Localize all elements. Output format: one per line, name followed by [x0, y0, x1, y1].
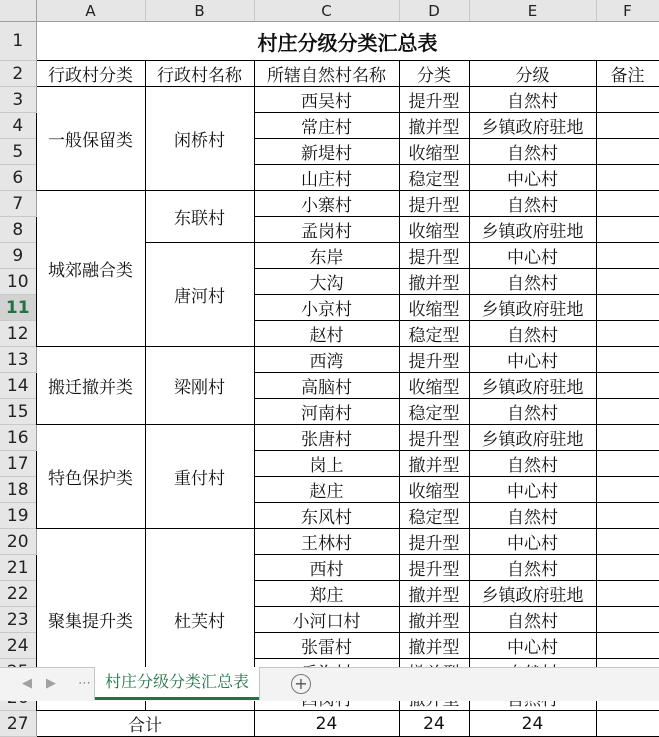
cell-level[interactable]: 自然村: [469, 269, 596, 295]
cell-note[interactable]: [596, 113, 659, 139]
row-header[interactable]: 16: [0, 425, 36, 451]
row-header[interactable]: 18: [0, 477, 36, 503]
cell-note[interactable]: [596, 243, 659, 269]
cell-level[interactable]: 中心村: [469, 243, 596, 269]
sheet-tab-active[interactable]: 村庄分级分类汇总表: [95, 667, 259, 700]
table-row: [0, 191, 659, 217]
cell-note[interactable]: [596, 191, 659, 217]
cell-village-name[interactable]: 张雷村: [254, 633, 399, 659]
cell-category[interactable]: 一般保留类: [36, 87, 145, 191]
table-row: [0, 529, 659, 555]
cell-note[interactable]: [596, 347, 659, 373]
cell-level[interactable]: 乡镇政府驻地: [469, 373, 596, 399]
cell-village-name[interactable]: 小京村: [254, 295, 399, 321]
cell-type[interactable]: 提升型: [399, 243, 469, 269]
cell-village-name[interactable]: 孟岗村: [254, 217, 399, 243]
row-header[interactable]: 27: [0, 711, 36, 737]
cell-village-name[interactable]: 小寨村: [254, 191, 399, 217]
row-header[interactable]: 14: [0, 373, 36, 399]
cell-note[interactable]: [596, 217, 659, 243]
row-header[interactable]: 24: [0, 633, 36, 659]
select-all-corner[interactable]: [0, 0, 36, 22]
column-title[interactable]: 所辖自然村名称: [254, 61, 399, 87]
row-header[interactable]: 15: [0, 399, 36, 425]
cell-level[interactable]: 自然村: [469, 191, 596, 217]
column-header-e[interactable]: E: [469, 0, 596, 22]
cell-level[interactable]: 自然村: [469, 87, 596, 113]
row-header[interactable]: 23: [0, 607, 36, 633]
row-header[interactable]: 3: [0, 87, 36, 113]
cell-village-name[interactable]: 赵庄: [254, 477, 399, 503]
cell-level[interactable]: 自然村: [469, 555, 596, 581]
row-header[interactable]: 9: [0, 243, 36, 269]
table-row: [0, 87, 659, 113]
sheet-tab-bar: [0, 667, 659, 701]
cell-level[interactable]: 乡镇政府驻地: [469, 217, 596, 243]
cell-type[interactable]: 撤并型: [399, 113, 469, 139]
cell-type[interactable]: 提升型: [399, 191, 469, 217]
cell-note[interactable]: [596, 269, 659, 295]
cell-village-name[interactable]: 小河口村: [254, 607, 399, 633]
cell-level[interactable]: 乡镇政府驻地: [469, 295, 596, 321]
cell-village-name[interactable]: 大沟: [254, 269, 399, 295]
row-header[interactable]: 1: [0, 22, 36, 61]
cell-note[interactable]: [596, 373, 659, 399]
cell-total-level-count[interactable]: 24: [469, 711, 596, 737]
table-title[interactable]: 村庄分级分类汇总表: [36, 22, 659, 61]
column-header-b[interactable]: B: [145, 0, 254, 22]
cell-type[interactable]: 稳定型: [399, 321, 469, 347]
cell-category[interactable]: 特色保护类: [36, 425, 145, 529]
cell-note[interactable]: [596, 529, 659, 555]
cell-village-name[interactable]: 西湾: [254, 347, 399, 373]
cell-level[interactable]: 自然村: [469, 321, 596, 347]
cell-note[interactable]: [596, 321, 659, 347]
cell-note[interactable]: [596, 581, 659, 607]
row-header[interactable]: 8: [0, 217, 36, 243]
cell-type[interactable]: 撤并型: [399, 607, 469, 633]
more-sheets-icon[interactable]: ⋯: [78, 676, 91, 691]
cell-level[interactable]: 中心村: [469, 477, 596, 503]
cell-village-name[interactable]: 张唐村: [254, 425, 399, 451]
cell-note[interactable]: [596, 633, 659, 659]
cell-note[interactable]: [596, 477, 659, 503]
cell-note[interactable]: [596, 503, 659, 529]
cell-admin-village[interactable]: 闲桥村: [145, 87, 254, 191]
table-row: [0, 347, 659, 373]
cell-village-name[interactable]: 郑庄: [254, 581, 399, 607]
cell-village-name[interactable]: 高脑村: [254, 373, 399, 399]
cell-type[interactable]: 稳定型: [399, 165, 469, 191]
cell-type[interactable]: 撤并型: [399, 451, 469, 477]
row-header[interactable]: 12: [0, 321, 36, 347]
cell-village-name[interactable]: 岗上: [254, 451, 399, 477]
cell-village-name[interactable]: 东岸: [254, 243, 399, 269]
next-sheet-icon[interactable]: ▶: [46, 676, 56, 691]
table-row: [0, 425, 659, 451]
row-header[interactable]: 11: [0, 295, 36, 321]
column-title[interactable]: 分类: [399, 61, 469, 87]
cell-admin-village[interactable]: 重付村: [145, 425, 254, 529]
cell-note[interactable]: [596, 607, 659, 633]
cell-type[interactable]: 撤并型: [399, 269, 469, 295]
prev-sheet-icon[interactable]: ◀: [22, 676, 32, 691]
cell-category[interactable]: 城郊融合类: [36, 191, 145, 347]
column-header-f[interactable]: F: [596, 0, 659, 22]
cell-note[interactable]: [596, 87, 659, 113]
cell-level[interactable]: 乡镇政府驻地: [469, 425, 596, 451]
cell-note[interactable]: [596, 165, 659, 191]
cell-level[interactable]: 自然村: [469, 503, 596, 529]
row-header[interactable]: 7: [0, 191, 36, 217]
row-header[interactable]: 22: [0, 581, 36, 607]
cell-type[interactable]: 收缩型: [399, 373, 469, 399]
row-header[interactable]: 2: [0, 61, 36, 87]
cell-total-village-count[interactable]: 24: [254, 711, 399, 737]
cell-note[interactable]: [596, 451, 659, 477]
cell-level[interactable]: 自然村: [469, 451, 596, 477]
cell-level[interactable]: 中心村: [469, 529, 596, 555]
cell-level[interactable]: 乡镇政府驻地: [469, 581, 596, 607]
column-title[interactable]: 备注: [596, 61, 659, 87]
row-header[interactable]: 20: [0, 529, 36, 555]
cell-type[interactable]: 撤并型: [399, 581, 469, 607]
cell-type[interactable]: 稳定型: [399, 503, 469, 529]
cell-type[interactable]: 收缩型: [399, 295, 469, 321]
cell-village-name[interactable]: 王林村: [254, 529, 399, 555]
cell-category[interactable]: 搬迁撤并类: [36, 347, 145, 425]
cell-type[interactable]: 稳定型: [399, 399, 469, 425]
cell-type[interactable]: 提升型: [399, 529, 469, 555]
cell-level[interactable]: 自然村: [469, 399, 596, 425]
cell-note[interactable]: [596, 711, 659, 737]
cell-type[interactable]: 收缩型: [399, 477, 469, 503]
cell-level[interactable]: 中心村: [469, 633, 596, 659]
cell-admin-village[interactable]: 东联村: [145, 191, 254, 243]
row-header[interactable]: 5: [0, 139, 36, 165]
column-title[interactable]: 行政村分类: [36, 61, 145, 87]
cell-admin-village[interactable]: 梁刚村: [145, 347, 254, 425]
cell-village-name[interactable]: 山庄村: [254, 165, 399, 191]
column-title[interactable]: 分级: [469, 61, 596, 87]
cell-village-name[interactable]: 西吴村: [254, 87, 399, 113]
cell-village-name[interactable]: 赵村: [254, 321, 399, 347]
cell-level[interactable]: 乡镇政府驻地: [469, 113, 596, 139]
cell-total-type-count[interactable]: 24: [399, 711, 469, 737]
cell-type[interactable]: 提升型: [399, 347, 469, 373]
row-header[interactable]: 21: [0, 555, 36, 581]
cell-village-name[interactable]: 西村: [254, 555, 399, 581]
cell-level[interactable]: 中心村: [469, 165, 596, 191]
cell-category[interactable]: 聚集提升类: [36, 529, 145, 711]
cell-level[interactable]: 自然村: [469, 139, 596, 165]
cell-admin-village[interactable]: 唐河村: [145, 243, 254, 347]
row-header[interactable]: 10: [0, 269, 36, 295]
cell-type[interactable]: 提升型: [399, 555, 469, 581]
cell-note[interactable]: [596, 399, 659, 425]
cell-admin-village[interactable]: 杜芙村: [145, 529, 254, 711]
cell-type[interactable]: 收缩型: [399, 139, 469, 165]
cell-type[interactable]: 撤并型: [399, 633, 469, 659]
cell-note[interactable]: [596, 425, 659, 451]
cell-type[interactable]: 提升型: [399, 87, 469, 113]
cell-village-name[interactable]: 河南村: [254, 399, 399, 425]
column-header-d[interactable]: D: [399, 0, 469, 22]
cell-type[interactable]: 收缩型: [399, 217, 469, 243]
cell-village-name[interactable]: 东风村: [254, 503, 399, 529]
row-header[interactable]: 6: [0, 165, 36, 191]
cell-total-label[interactable]: 合计: [36, 711, 254, 737]
column-header-a[interactable]: A: [36, 0, 145, 22]
cell-level[interactable]: 自然村: [469, 607, 596, 633]
row-header[interactable]: 13: [0, 347, 36, 373]
add-sheet-icon[interactable]: +: [291, 674, 311, 694]
column-title[interactable]: 行政村名称: [145, 61, 254, 87]
cell-type[interactable]: 提升型: [399, 425, 469, 451]
cell-village-name[interactable]: 新堤村: [254, 139, 399, 165]
cell-note[interactable]: [596, 555, 659, 581]
row-header[interactable]: 4: [0, 113, 36, 139]
row-header[interactable]: 19: [0, 503, 36, 529]
column-header-c[interactable]: C: [254, 0, 399, 22]
cell-level[interactable]: 中心村: [469, 347, 596, 373]
cell-village-name[interactable]: 常庄村: [254, 113, 399, 139]
row-header[interactable]: 17: [0, 451, 36, 477]
cell-note[interactable]: [596, 139, 659, 165]
cell-note[interactable]: [596, 295, 659, 321]
